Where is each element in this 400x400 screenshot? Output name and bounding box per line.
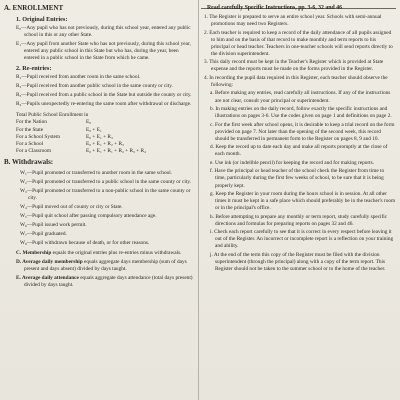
withdrawal-w3: W₃—Pupil promoted or transferred to a non-public school in the same county or city. <box>20 187 191 201</box>
reentry-r2: R₂—Pupil received from another public school in the same county or city. <box>16 83 173 90</box>
definition-label: E. Average daily attendance <box>16 275 79 282</box>
reentry-r1: R₁—Pupil received from another room in the same school. <box>16 74 141 81</box>
total-row <box>16 141 194 148</box>
subitem-text: Keep the record up to date each day and make all reports promptly at the close of each month. <box>215 144 388 158</box>
subitem-text: Keep the Register in your room during the hours school is in session. At all other times it must be kept in a safe place which should preferably be in the teacher's room or in the principal's office. <box>215 191 396 212</box>
instruction-subitem <box>210 159 396 167</box>
total-label: For a School <box>16 140 44 147</box>
instruction-subitem <box>210 251 396 273</box>
total-label: For the Nation <box>16 119 47 126</box>
original-entries-title: 1. Original Entries: <box>16 16 68 23</box>
total-row <box>16 127 194 134</box>
subitem-letter: i. <box>210 229 213 236</box>
section-b-title: B. Withdrawals: <box>4 157 54 166</box>
subitem-letter: j. <box>210 251 213 258</box>
total-row <box>16 119 194 126</box>
instruction-subitem <box>210 90 396 104</box>
subitem-letter: f. <box>210 168 214 175</box>
subitem-text: Before making any entries, read carefully all instructions. If any of the instructions are not clear, consult your principal or superintendent. <box>215 90 391 104</box>
entry-e1: E₁—Any pupil from another State who has not previously, during this school year, entered any public school in this State but who has, during the year, been entered in a public school in the State from which he came. <box>16 41 191 62</box>
right-column <box>203 3 396 400</box>
subitem-text: Before attempting to prepare any monthly or term report, study carefully specific directions and formulas for preparing reports on pages 32 and 46. <box>215 213 388 227</box>
definition-text: equals aggregate days attendance (total days present) divided by days taught. <box>24 275 193 289</box>
definition-membership <box>16 250 194 257</box>
total-enrollment-title: Total Public School Enrollment in <box>16 112 89 119</box>
total-formula: E₀ + E₁ <box>86 126 102 133</box>
subitem-letter: g. <box>210 191 214 198</box>
instruction-subitem <box>210 229 396 250</box>
instruction-item: 4. In recording the pupil data required in this Register, each teacher should observe the following: <box>204 74 388 88</box>
total-formula: E₀ + E₁ + R₂ + R₃ <box>86 140 124 147</box>
withdrawal-w2: W₂—Pupil promoted or transferred to a public school in the same county or city. <box>20 178 191 185</box>
definition-text: equals aggregate days membership (sum of days present and days absent) divided by days taught. <box>24 259 187 273</box>
total-label: For a School System <box>16 133 60 140</box>
withdrawal-w1: W₁—Pupil promoted or transferred to another room in the same school. <box>20 169 173 176</box>
total-formula: E₀ + E₁ + R₁ + R₂ + R₃ + R₄ <box>86 147 146 154</box>
withdrawal-w8: W₈—Pupil withdrawn because of death, or for other reasons. <box>20 240 150 247</box>
withdrawal-w5: W₅—Pupil quit school after passing compulsory attendance age. <box>20 212 157 219</box>
subitem-letter: b. <box>210 106 214 113</box>
instruction-subitem <box>210 106 396 120</box>
instruction-subitem <box>210 168 396 189</box>
instruction-subitem <box>210 144 396 158</box>
definition-label: C. Membership <box>16 250 52 257</box>
subitem-letter: h. <box>210 213 214 220</box>
subitem-text: For the first week after school opens, it is desirable to keep a trial record on the form provided on page 7. Not later than the opening of the second week, this record should be transferred in permanent form to the Register on pages 8, 9 and 10. <box>215 121 395 142</box>
instruction-item: 3. This daily record must be kept in the Teacher's Register which is provided at State expense and the reports must be made on the forms provided in the Register. <box>204 59 384 73</box>
entry-e0: E₀—Any pupil who has not previously, during this school year, entered any public school in this or any other State. <box>16 25 191 39</box>
instruction-subitem <box>210 191 396 212</box>
subitem-letter: d. <box>210 144 214 151</box>
subitem-text: In making entries on the daily record, follow exactly the specific instructions and illustrations on pages 3-6. Use the codes given on page 1 and definitions on page 2. <box>215 106 392 120</box>
reentries-title: 2. Re-entries: <box>16 65 52 73</box>
withdrawal-w6: W₆—Pupil issued work permit. <box>20 221 87 228</box>
definition-label: D. Average daily membership <box>16 259 83 266</box>
total-formula: E₀ + E₁ + R₃ <box>86 133 113 140</box>
instruction-item: 2. Each teacher is required to keep a record of the daily attendance of all pupils assigned to him and on the basis of that record to make monthly and term reports to his principal or head teacher. Teachers in one-teacher schools will send reports directly to the division superintendent. <box>204 29 393 57</box>
subitem-text: At the end of the term this copy of the Register must be filed with the division superintendent (through the principal) along with a copy of the term report. This Register should not be taken to the summer school or to the home of the teacher. <box>213 251 386 273</box>
reentry-r3: R₃—Pupil received from a public school in the State but outside the county or city. <box>16 92 192 99</box>
subitem-letter: c. <box>210 121 214 128</box>
withdrawal-w7: W₇—Pupil graduated. <box>20 231 67 238</box>
subitem-letter: e. <box>210 159 214 166</box>
withdrawal-w4: W₄—Pupil moved out of county or city or State. <box>20 203 123 210</box>
reentry-r4: R₄—Pupils unexpectedly re-entering the same room after withdrawal or discharge. <box>16 101 192 108</box>
definition-average-attendance <box>16 275 194 289</box>
total-formula: E₀ <box>86 119 92 126</box>
instruction-subitem <box>210 213 396 228</box>
instruction-item: 1. The Register is prepared to serve an entire school year. Schools with semi-annual promotions may need two Registers. <box>204 14 382 28</box>
definition-average-membership <box>16 259 194 273</box>
subitem-text: Check each report carefully to see that it is correct in every respect before leaving it out of the Register. An incorrect or incomplete report is a reflection on your training and ability. <box>214 229 394 250</box>
instruction-subitem <box>210 121 396 143</box>
total-row <box>16 134 194 141</box>
total-row <box>16 148 194 155</box>
instructions-title: Read carefully Specific Instructions, pp. 3-6, 32 and 46 <box>207 5 342 11</box>
definition-text: equals the original entries plus re-entries minus withdrawals. <box>51 250 182 257</box>
section-a-title: A. ENROLLMENT <box>4 4 64 12</box>
total-label: For the State <box>16 126 44 133</box>
subitem-text: Use ink (or indelible pencil) for keeping the record and for making reports. <box>215 159 375 166</box>
column-divider <box>198 0 199 400</box>
left-column <box>4 3 194 400</box>
subitem-letter: a. <box>210 90 214 97</box>
total-label: For a Classroom <box>16 147 52 154</box>
total-enrollment <box>16 112 194 154</box>
subitem-text: Have the principal or head teacher of the school check the Register from time to time, particularly during the first few weeks of school, to be sure that it is being properly kept. <box>214 168 385 189</box>
